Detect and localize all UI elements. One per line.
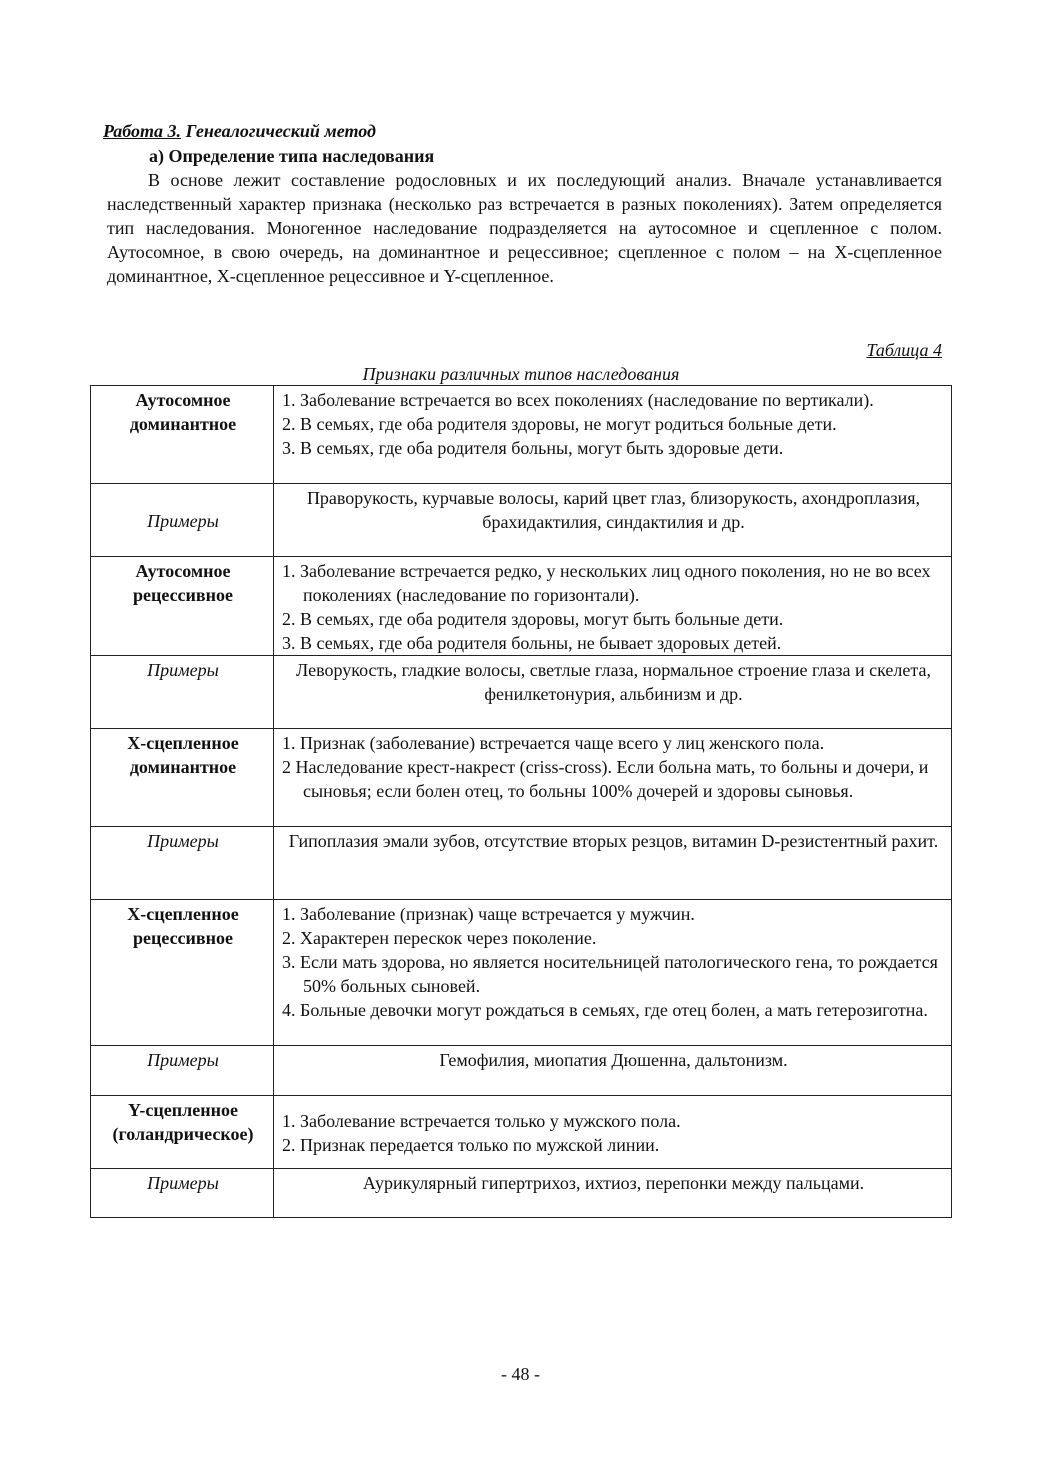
list-item: 2 Наследование крест-накрест (criss-cross). Если больна мать, то больны и дочери, и сыновья; если болен отец, то больны 100% дочерей и здоровы сыновья. xyxy=(282,757,929,801)
list-item: 2. Признак передается только по мужской линии. xyxy=(282,1135,660,1155)
table-row xyxy=(91,557,952,656)
work-title: Генеалогический метод xyxy=(181,121,376,141)
page-number: - 48 - xyxy=(501,1364,540,1384)
list-item: 1. Признак (заболевание) встречается чаще всего у лиц женского пола. xyxy=(282,733,825,753)
examples-label: Примеры xyxy=(147,1050,219,1070)
examples-label: Примеры xyxy=(147,1173,219,1193)
table-label: Таблица 4 xyxy=(866,340,942,360)
examples-cell: Гемофилия, миопатия Дюшенна, дальтонизм. xyxy=(274,1046,952,1096)
features-list xyxy=(282,388,945,460)
table-row xyxy=(91,656,952,729)
examples-label-cell xyxy=(91,1169,274,1218)
table-caption: Признаки различных типов наследования xyxy=(362,364,680,384)
features-list xyxy=(282,731,945,803)
list-item: 1. Заболевание встречается редко, у нескольких лиц одного поколения, но не во всех поколениях (наследование по горизонтали). xyxy=(282,561,931,605)
table-row xyxy=(91,900,952,1046)
table-row xyxy=(91,386,952,484)
inheritance-table xyxy=(90,385,952,1218)
features-cell xyxy=(274,386,952,484)
features-cell xyxy=(274,557,952,656)
examples-cell: Праворукость, курчавые волосы, карий цвет глаз, близорукость, ахондроплазия, брахидактилия, синдактилия и др. xyxy=(274,484,952,557)
inheritance-type-cell: Аутосомное доминантное xyxy=(91,386,274,484)
examples-cell: Аурикулярный гипертрихоз, ихтиоз, перепонки между пальцами. xyxy=(274,1169,952,1218)
inheritance-type-cell: Аутосомное рецессивное xyxy=(91,557,274,656)
work-heading xyxy=(103,119,376,143)
list-item: 2. Характерен перескок через поколение. xyxy=(282,928,597,948)
table-row xyxy=(91,1096,952,1169)
features-cell xyxy=(274,900,952,1046)
table-row xyxy=(91,729,952,827)
list-item: 2. В семьях, где оба родителя здоровы, могут быть больные дети. xyxy=(282,609,784,629)
inheritance-type-cell: Y-сцепленное (голандрическое) xyxy=(91,1096,274,1169)
list-item: 2. В семьях, где оба родителя здоровы, не могут родиться больные дети. xyxy=(282,414,837,434)
inheritance-type-cell: Х-сцепленное доминантное xyxy=(91,729,274,827)
examples-cell: Леворукость, гладкие волосы, светлые глаза, нормальное строение глаза и скелета, фенилкетонурия, альбинизм и др. xyxy=(274,656,952,729)
list-item: 4. Больные девочки могут рождаться в семьях, где отец болен, а мать гетерозиготна. xyxy=(282,1000,928,1020)
features-list xyxy=(282,902,945,1022)
examples-label-cell xyxy=(91,827,274,900)
table-row xyxy=(91,484,952,557)
examples-label-cell xyxy=(91,1046,274,1096)
examples-label: Примеры xyxy=(147,511,219,531)
intro-paragraph: В основе лежит составление родословных и их последующий анализ. Вначале устанавливается наследственный характер признака (несколько раз встречается в разных поколениях). Затем определяется тип наследования. Моногенное наследование подразделяется на аутосомное и сцепленное с полом. Аутосомное, в свою очередь, на доминантное и рецессивное; сцепленное с полом – на Х-сцепленное доминантное, Х-сцепленное рецессивное и Y-сцепленное. xyxy=(107,170,942,286)
list-item: 3. В семьях, где оба родителя больны, могут быть здоровые дети. xyxy=(282,438,784,458)
features-cell xyxy=(274,1096,952,1169)
examples-label-cell xyxy=(91,484,274,557)
table-row xyxy=(91,827,952,900)
features-list xyxy=(282,1109,945,1157)
list-item: 1. Заболевание (признак) чаще встречается у мужчин. xyxy=(282,904,695,924)
examples-label: Примеры xyxy=(147,660,219,680)
section-subheading: а) Определение типа наследования xyxy=(149,146,435,166)
table-row xyxy=(91,1169,952,1218)
work-label: Работа 3. xyxy=(103,121,182,141)
list-item: 1. Заболевание встречается только у мужского пола. xyxy=(282,1111,681,1131)
list-item: 3. В семьях, где оба родителя больны, не бывает здоровых детей. xyxy=(282,633,782,653)
examples-label-cell xyxy=(91,656,274,729)
examples-cell: Гипоплазия эмали зубов, отсутствие вторых резцов, витамин D-резистентный рахит. xyxy=(274,827,952,900)
table-row xyxy=(91,1046,952,1096)
list-item: 1. Заболевание встречается во всех поколениях (наследование по вертикали). xyxy=(282,390,874,410)
inheritance-type-cell: Х-сцепленное рецессивное xyxy=(91,900,274,1046)
features-list xyxy=(282,559,945,655)
examples-label: Примеры xyxy=(147,831,219,851)
list-item: 3. Если мать здорова, но является носительницей патологического гена, то рождается 50% больных сыновей. xyxy=(282,952,938,996)
features-cell xyxy=(274,729,952,827)
